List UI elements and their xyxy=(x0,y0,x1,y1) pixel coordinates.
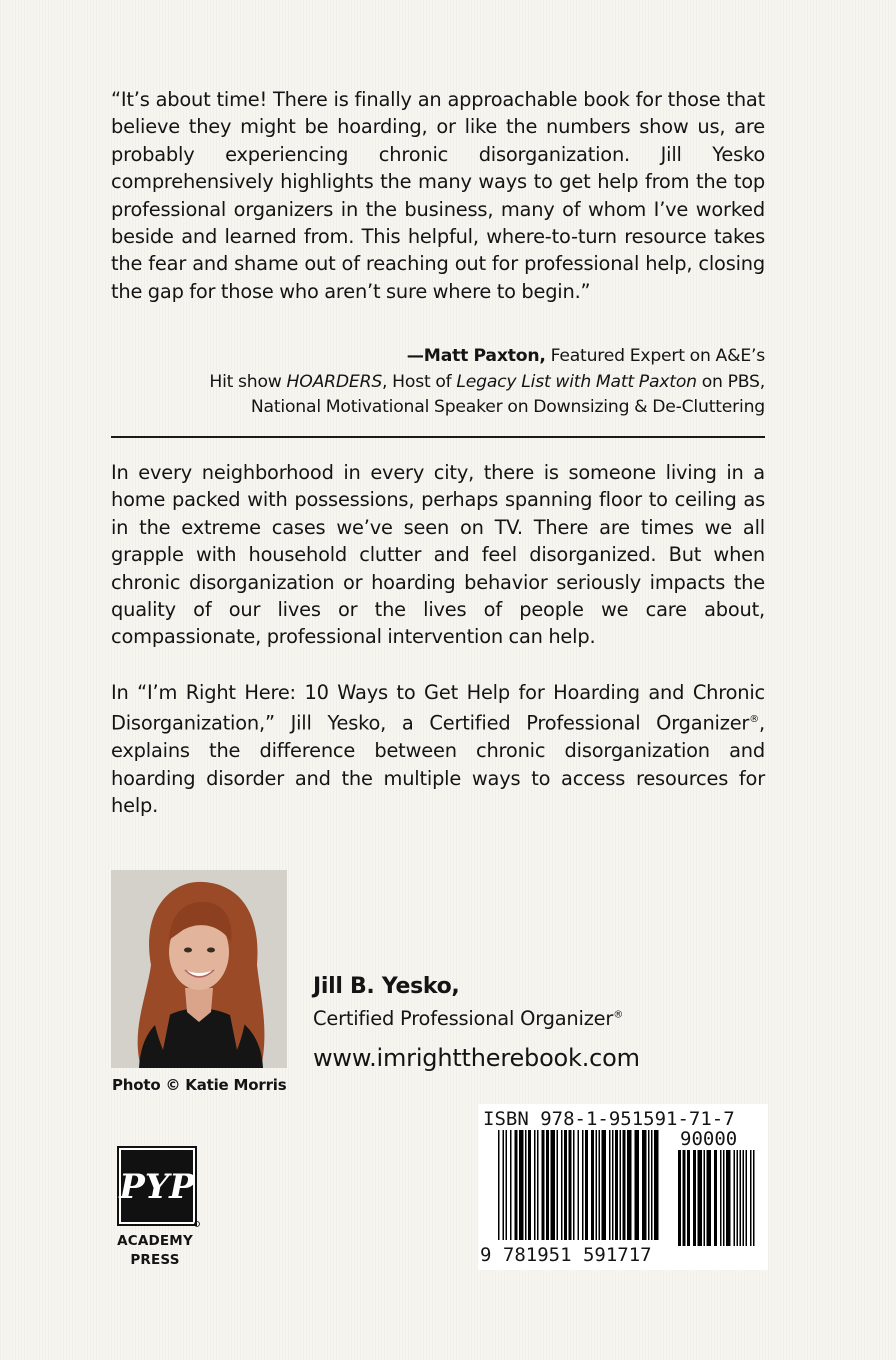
attribution-line-3: National Motivational Speaker on Downsizing & De-Cluttering xyxy=(250,397,765,417)
attribution-line-1: —Matt Paxton, Featured Expert on A&E’s xyxy=(406,346,765,366)
section-divider xyxy=(111,436,765,438)
logo-letters: PYP xyxy=(119,1167,195,1207)
endorser-name: —Matt Paxton, xyxy=(406,346,546,366)
author-title: Certified Professional Organizer® xyxy=(313,1007,623,1030)
author-photo xyxy=(111,870,287,1068)
isbn-label: ISBN 978-1-951591-71-7 xyxy=(483,1108,735,1130)
price-code-label: 90000 xyxy=(680,1128,738,1150)
author-portrait-illustration xyxy=(111,870,287,1068)
endorsement-quote: “It’s about time! There is finally an approachable book for those that believe they might be hoarding, or like the numbers show us, are probably experiencing chronic disorganization. Jill Yesko comprehensively highlights the many ways to get help from the top professional organizers in the business, many of whom I’ve worked beside and learned from. This helpful, where-to-turn resource takes the fear and shame out of reaching out for professional help, closing the gap for those who aren’t sure where to begin.” xyxy=(111,88,765,303)
pyp-logo-icon xyxy=(117,1146,201,1230)
attribution-line-2: Hit show HOARDERS, Host of Legacy List with Matt Paxton on PBS, xyxy=(209,371,765,392)
description-paragraph-2: In “I’m Right Here: 10 Ways to Get Help for Hoarding and Chronic Disorganization,” Jill Yesko, a Certified Professional Organizer®, explains the difference between chronic disorganization and hoarding disorder and the multiple ways to access resources for help. xyxy=(111,681,765,818)
publisher-name: ACADEMY PRESS xyxy=(117,1233,193,1268)
endorsement-attribution xyxy=(105,344,765,421)
show-title: HOARDERS xyxy=(286,371,383,392)
description-paragraph-1: In every neighborhood in every city, there is someone living in a home packed with possessions, perhaps spanning floor to ceiling as in the extreme cases we’ve seen on TV. There are times we all grapple with household clutter and feel disorganized. But when chronic disorganization or hoarding behavior seriously impacts the quality of our lives or the lives of people we care about, compassionate, professional intervention can help. xyxy=(111,461,765,649)
show-title-2: Legacy List with Matt Paxton xyxy=(456,371,697,392)
author-website[interactable]: www.imrighttherebook.com xyxy=(313,1044,640,1072)
publisher-logo xyxy=(117,1146,201,1230)
photo-credit: Photo © Katie Morris xyxy=(112,1076,287,1094)
barcode-icon xyxy=(484,1130,760,1248)
author-name: Jill B. Yesko, xyxy=(313,974,460,999)
barcode-digits: 9 781951 591717 xyxy=(480,1244,652,1266)
